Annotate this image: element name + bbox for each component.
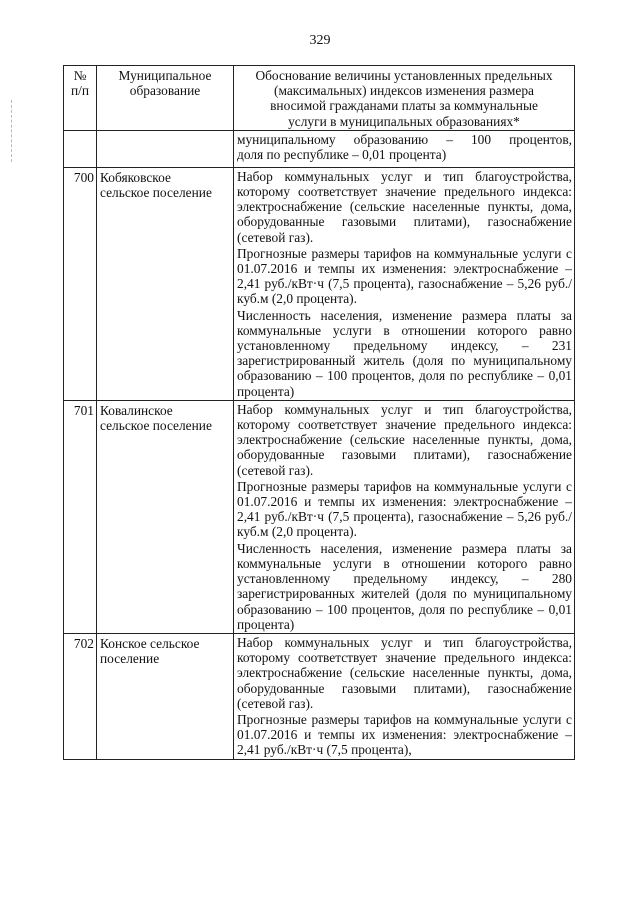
continuation-num-cell bbox=[64, 130, 97, 167]
utility-set-paragraph: Набор коммунальных услуг и тип благоустройства, которому соответствует значение предельного индекса: электроснабжение (сельские населенные пункты, дома, оборудованные газовыми плитами), газоснабжение (сетевой газ). bbox=[237, 401, 572, 478]
header-municipality: Муниципальное образование bbox=[97, 66, 234, 131]
table-row bbox=[64, 400, 575, 633]
municipality-name: Кобяковское сельское поселение bbox=[97, 167, 234, 400]
population-paragraph: Численность населения, изменение размера платы за коммунальные услуги в отношении которого равно установленному предельному индексу, – 280 зарегистрированных жителей (доля по муниципальному образованию – 100 процентов, доля по республике – 0,01 процента) bbox=[237, 540, 572, 632]
continuation-row bbox=[64, 130, 575, 167]
header-number: № п/п bbox=[64, 66, 97, 131]
table-row bbox=[64, 633, 575, 759]
binding-hole-mark bbox=[11, 100, 14, 162]
row-number: 702 bbox=[64, 633, 97, 759]
justification-text bbox=[234, 167, 575, 400]
population-paragraph: Численность населения, изменение размера платы за коммунальные услуги в отношении которого равно установленному предельному индексу, – 231 зарегистрированный житель (доля по муниципальному образованию – 100 процентов, доля по республике – 0,01 процента) bbox=[237, 307, 572, 399]
tariff-justification-table bbox=[63, 65, 575, 760]
page-number: 329 bbox=[309, 33, 331, 48]
tariff-forecast-paragraph: Прогнозные размеры тарифов на коммунальные услуги с 01.07.2016 и темпы их изменения: электроснабжение – 2,41 руб./кВт·ч (7,5 процента), газоснабжение – 5,26 руб./куб.м (2,0 процента). bbox=[237, 478, 572, 540]
tariff-forecast-paragraph: Прогнозные размеры тарифов на коммунальные услуги с 01.07.2016 и темпы их изменения: электроснабжение – 2,41 руб./кВт·ч (7,5 процента), газоснабжение – 5,26 руб./куб.м (2,0 процента). bbox=[237, 245, 572, 307]
continuation-municipality-cell bbox=[97, 130, 234, 167]
continuation-text: муниципальному образованию – 100 процентов, доля по республике – 0,01 процента) bbox=[234, 130, 575, 167]
row-number: 701 bbox=[64, 400, 97, 633]
municipality-name: Конское сельское поселение bbox=[97, 633, 234, 759]
utility-set-paragraph: Набор коммунальных услуг и тип благоустройства, которому соответствует значение предельного индекса: электроснабжение (сельские населенные пункты, дома, оборудованные газовыми плитами), газоснабжение (сетевой газ). bbox=[237, 168, 572, 245]
header-justification: Обоснование величины установленных предельных (максимальных) индексов изменения размера вносимой гражданами платы за коммунальные услуги в муниципальных образованиях* bbox=[234, 66, 575, 131]
row-number: 700 bbox=[64, 167, 97, 400]
table-row bbox=[64, 167, 575, 400]
tariff-forecast-paragraph: Прогнозные размеры тарифов на коммунальные услуги с 01.07.2016 и темпы их изменения: электроснабжение – 2,41 руб./кВт·ч (7,5 процента), bbox=[237, 711, 572, 758]
municipality-name: Ковалинское сельское поселение bbox=[97, 400, 234, 633]
justification-text bbox=[234, 633, 575, 759]
justification-text bbox=[234, 400, 575, 633]
utility-set-paragraph: Набор коммунальных услуг и тип благоустройства, которому соответствует значение предельного индекса: электроснабжение (сельские населенные пункты, дома, оборудованные газовыми плитами), газоснабжение (сетевой газ). bbox=[237, 634, 572, 711]
table-header-row bbox=[64, 66, 575, 131]
